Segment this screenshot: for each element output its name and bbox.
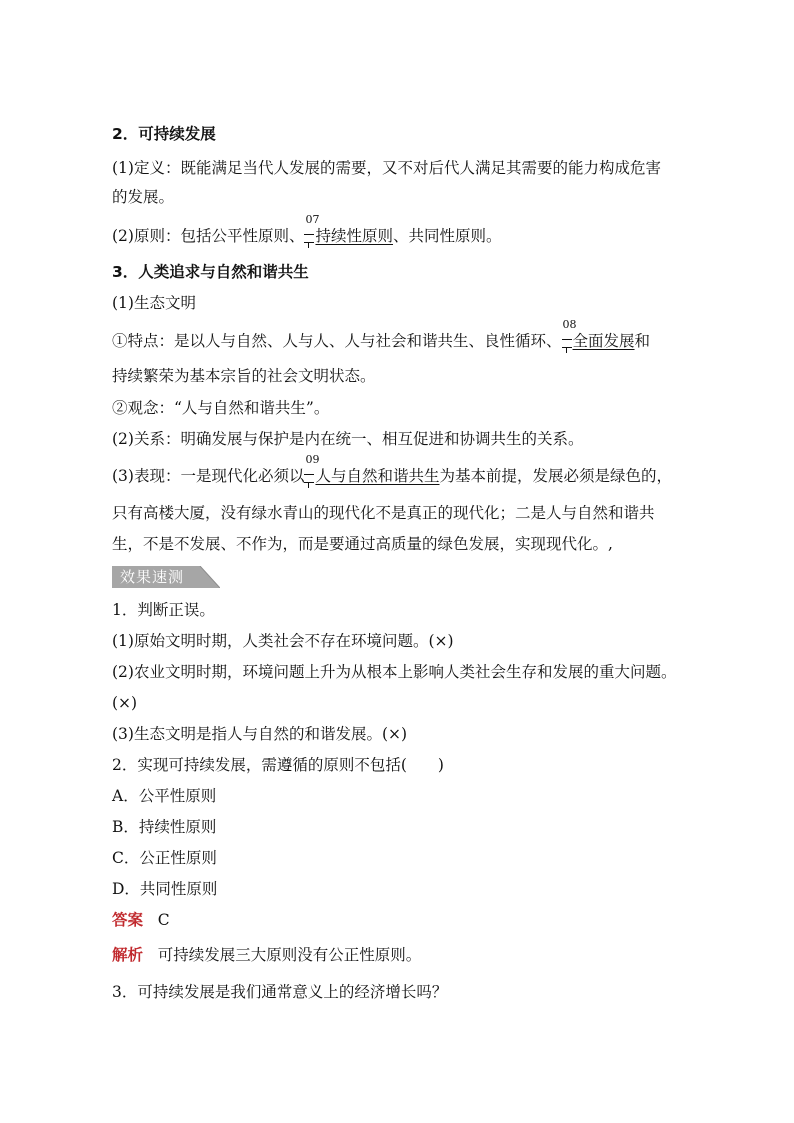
option-c: C．公正性原则: [112, 849, 217, 867]
concept-line: ②观念：“人与自然和谐共生”。: [112, 399, 330, 417]
question-1-item-2-end: (×): [112, 694, 138, 712]
section-3-title: 3．人类追求与自然和谐共生: [112, 263, 309, 281]
question-1: 1．判断正误。: [112, 601, 215, 619]
performance-line-2: 只有高楼大厦，没有绿水青山的现代化不是真正的现代化；二是人与自然和谐共: [112, 504, 655, 522]
blank-marker-icon: [304, 229, 314, 243]
option-a: A．公平性原则: [112, 787, 217, 805]
subsection-ecology: (1)生态文明: [112, 294, 196, 312]
fill-blank-09: [304, 453, 440, 486]
analysis-label: 解析: [112, 946, 144, 964]
definition-line-2: 的发展。: [112, 188, 175, 206]
performance-text: (3)表现：一是现代化必须以: [112, 467, 305, 485]
blank-number: 07: [305, 213, 320, 226]
principle-line: [112, 213, 694, 246]
section-2-title: 2．可持续发展: [112, 125, 216, 143]
analysis-line: [112, 945, 694, 965]
blank-number: 09: [305, 453, 320, 466]
relation-line: (2)关系：明确发展与保护是内在统一、相互促进和协调共生的关系。: [112, 430, 584, 448]
answer-value: C: [157, 911, 170, 929]
principle-text: (2)原则：包括公平性原则、: [112, 227, 305, 245]
blank-answer: 全面发展: [572, 332, 635, 350]
question-1-item-3: (3)生态文明是指人与自然的和谐发展。(×): [112, 725, 408, 743]
performance-text-end: 为基本前提，发展必须是绿色的，: [439, 467, 672, 485]
blank-answer: 持续性原则: [315, 227, 393, 245]
fill-blank-08: [562, 318, 635, 351]
blank-marker-icon: [304, 469, 314, 483]
option-b: B．持续性原则: [112, 818, 217, 836]
blank-answer: 人与自然和谐共生: [315, 467, 440, 485]
feature-text-end: 和: [634, 332, 651, 350]
quiz-section-tab: [112, 566, 220, 588]
fill-blank-07: [304, 213, 393, 246]
answer-line: [112, 910, 694, 930]
question-2: 2．实现可持续发展，需遵循的原则不包括( ): [112, 756, 444, 774]
definition-line-1: (1)定义：既能满足当代人发展的需要，又不对后代人满足其需要的能力构成危害: [112, 159, 661, 177]
performance-line-1: [112, 453, 694, 486]
feature-text: ①特点：是以人与自然、人与人、人与社会和谐共生、良性循环、: [112, 332, 562, 350]
answer-label: 答案: [112, 911, 144, 929]
feature-line-2: 持续繁荣为基本宗旨的社会文明状态。: [112, 367, 376, 385]
question-1-item-1: (1)原始文明时期，人类社会不存在环境问题。(×): [112, 632, 454, 650]
option-d: D．共同性原则: [112, 880, 218, 898]
feature-line-1: [112, 318, 694, 351]
quiz-tab-label: 效果速测: [120, 568, 185, 586]
blank-number: 08: [562, 318, 577, 331]
principle-text-end: 、共同性原则。: [392, 227, 502, 245]
analysis-value: 可持续发展三大原则没有公正性原则。: [157, 946, 422, 964]
question-3: 3．可持续发展是我们通常意义上的经济增长吗？: [112, 983, 448, 1001]
performance-line-3: 生，不是不发展、不作为，而是要通过高质量的绿色发展，实现现代化。,: [112, 535, 613, 553]
question-1-item-2: (2)农业文明时期，环境问题上升为从根本上影响人类社会生存和发展的重大问题。: [112, 663, 677, 681]
blank-marker-icon: [562, 334, 572, 348]
